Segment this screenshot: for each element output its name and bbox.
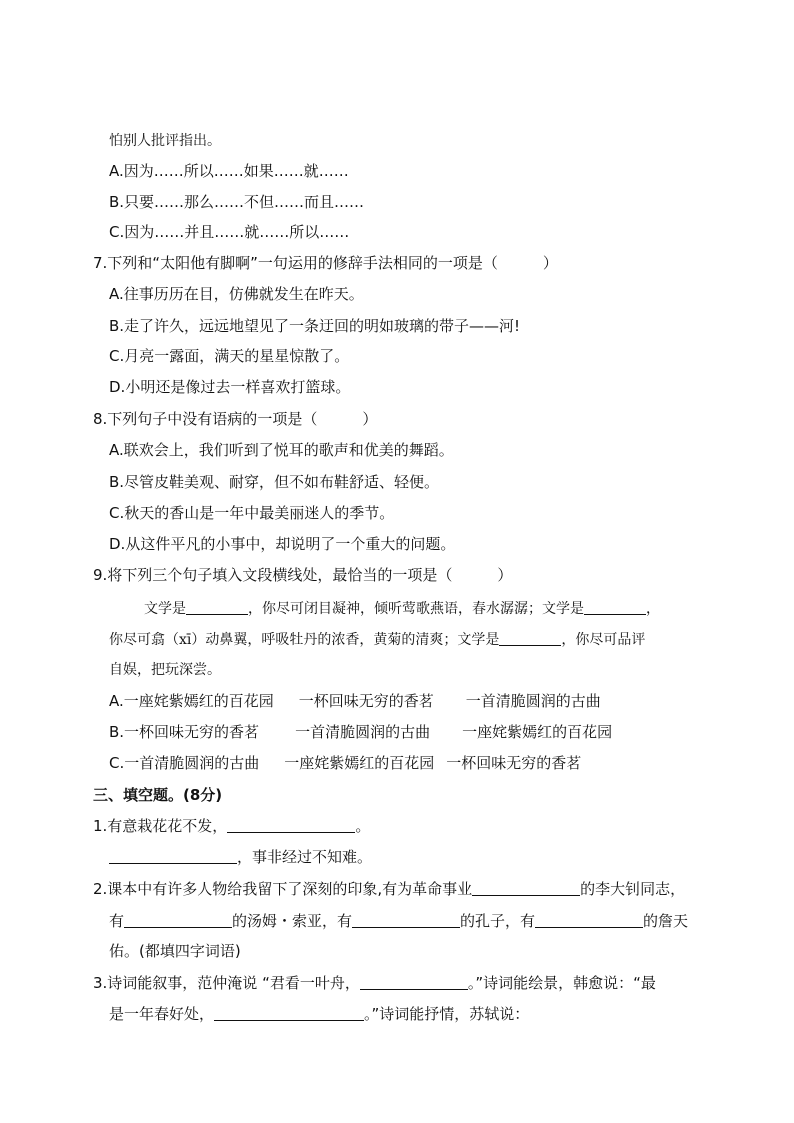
fill-text: 的孔子，有 — [460, 912, 536, 930]
fill-text: 。”诗词能抒情，苏轼说： — [364, 1005, 530, 1023]
fill-q2-blank-2[interactable] — [124, 911, 232, 928]
q9-option-a — [109, 691, 601, 711]
fill-q2-blank-3[interactable] — [352, 911, 460, 928]
q9-option-b — [109, 722, 612, 742]
fill-text: 3.诗词能叙事，范仲淹说 “君看一叶舟， — [93, 974, 360, 992]
fill-text: 1.有意栽花花不发， — [93, 817, 228, 835]
q9-option-c-part-3: 一杯回味无穷的香茗 — [446, 754, 582, 772]
q8-option-c: C.秋天的香山是一年中最美丽迷人的季节。 — [109, 504, 395, 522]
q9-passage-line2 — [109, 629, 645, 650]
fill-q3-line2 — [109, 1004, 529, 1024]
fill-q2-line2 — [109, 911, 688, 931]
fill-text: 是一年春好处， — [109, 1005, 215, 1023]
fill-q1-blank-1[interactable] — [227, 816, 355, 833]
fill-text: 的汤姆・索亚，有 — [232, 912, 353, 930]
fill-q2-line3: 佑。(都填四字词语) — [109, 942, 241, 960]
passage-text: 你尽可翕（xī）动鼻翼，呼吸牡丹的浓香，黄菊的清爽；文学是 — [109, 632, 500, 648]
fill-text: ，事非经过不知难。 — [237, 848, 373, 866]
fill-q2-blank-4[interactable] — [535, 911, 643, 928]
q7-option-a: A.往事历历在目，仿佛就发生在昨天。 — [109, 285, 364, 303]
q8-option-a: A.联欢会上，我们听到了悦耳的歌声和优美的舞蹈。 — [109, 441, 454, 459]
section-3-title: 三、填空题。(8分) — [93, 786, 223, 804]
q9-option-b-part-3: 一座姹紫嫣红的百花园 — [462, 723, 613, 741]
passage-text: ，你尽可闭目凝神，倾听莺歌燕语，春水潺潺；文学是 — [248, 601, 584, 617]
passage-blank-1[interactable] — [186, 598, 248, 615]
q6-stem-end: 怕别人批评指出。 — [109, 133, 221, 149]
q6-option-b: B.只要……那么……不但……而且…… — [109, 193, 365, 211]
passage-text: 文学是 — [144, 601, 186, 617]
q9-option-c — [109, 753, 581, 773]
fill-q3-blank-1[interactable] — [360, 973, 468, 990]
q8-option-d: D.从这件平凡的小事中，却说明了一个重大的问题。 — [109, 535, 456, 553]
q7-option-b: B.走了许久，远远地望见了一条迂回的明如玻璃的带子——河! — [109, 317, 521, 335]
q6-option-c: C.因为……并且……就……所以…… — [109, 223, 350, 241]
passage-text: ，你尽可品评 — [561, 632, 646, 648]
q9-option-c-part-1: C.一首清脆圆润的古曲 — [109, 754, 260, 772]
fill-text: 的詹天 — [643, 912, 689, 930]
q9-passage-line3: 自娱，把玩深尝。 — [109, 662, 221, 678]
q7-option-d: D.小明还是像过去一样喜欢打篮球。 — [109, 378, 351, 396]
q9-option-a-part-2: 一杯回味无穷的香茗 — [298, 692, 434, 710]
fill-q2-blank-1[interactable] — [472, 879, 580, 896]
fill-q1-line2 — [109, 847, 372, 867]
fill-q1-blank-2[interactable] — [109, 847, 237, 864]
q9-passage-line1 — [144, 598, 660, 619]
q9-option-b-part-2: 一首清脆圆润的古曲 — [295, 723, 431, 741]
fill-q3-line1 — [93, 973, 656, 993]
q9-option-a-part-3: 一首清脆圆润的古曲 — [465, 692, 601, 710]
q8-stem: 8.下列句子中没有语病的一项是（ ） — [93, 410, 378, 428]
q7-stem: 7.下列和“太阳他有脚啊”一句运用的修辞手法相同的一项是（ ） — [93, 254, 558, 272]
fill-q1-line1 — [93, 816, 370, 836]
fill-text: 有 — [109, 912, 125, 930]
fill-text: 。 — [355, 817, 371, 835]
q8-option-b: B.尽管皮鞋美观、耐穿，但不如布鞋舒适、轻便。 — [109, 473, 440, 491]
q6-option-a: A.因为……所以……如果……就…… — [109, 162, 349, 180]
q7-option-c: C.月亮一露面，满天的星星惊散了。 — [109, 347, 350, 365]
fill-q3-blank-2[interactable] — [214, 1004, 364, 1021]
passage-blank-2[interactable] — [584, 598, 646, 615]
q9-option-c-part-2: 一座姹紫嫣红的百花园 — [284, 754, 435, 772]
fill-q2-line1 — [93, 879, 685, 899]
q9-option-b-part-1: B.一杯回味无穷的香茗 — [109, 723, 260, 741]
q9-stem: 9.将下列三个句子填入文段横线处，最恰当的一项是（ ） — [93, 566, 513, 584]
passage-blank-3[interactable] — [499, 629, 561, 646]
q9-option-a-part-1: A.一座姹紫嫣红的百花园 — [109, 692, 274, 710]
fill-text: 2.课本中有许多人物给我留下了深刻的印象,有为革命事业 — [93, 880, 473, 898]
fill-text: 的李大钊同志， — [580, 880, 686, 898]
passage-text: ， — [646, 601, 660, 617]
fill-text: 。”诗词能绘景，韩愈说：“最 — [467, 974, 656, 992]
